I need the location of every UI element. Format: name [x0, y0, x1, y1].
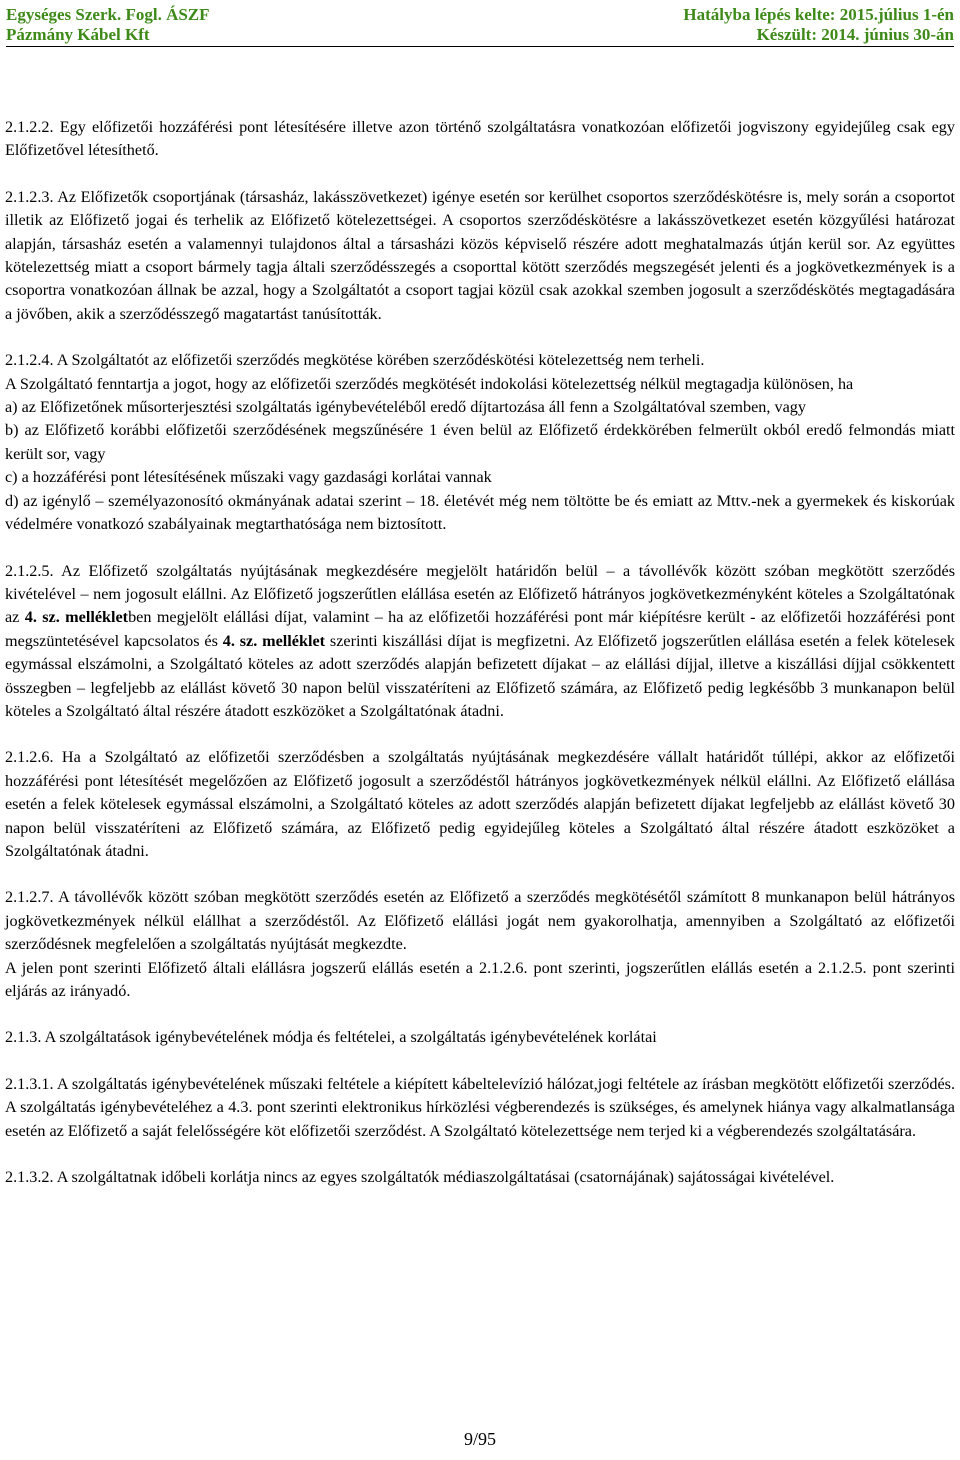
list-item-b: b) az Előfizető korábbi előfizetői szerződésének megszűnésére 1 éven belül az Előfizető érdekkörében felmerült okból eredő felmondás miatt került sor, vagy	[5, 421, 955, 463]
paragraph-2-1-2-4-heading: 2.1.2.4. A Szolgáltatót az előfizetői szerződés megkötése körében szerződéskötési kötelezettség nem terheli.	[5, 351, 705, 370]
list-item-a: a) az Előfizetőnek műsorterjesztési szolgáltatás igénybevételéből eredő díjtartozása áll fenn a Szolgáltatóval szemben, vagy	[5, 398, 806, 417]
paragraph-2-1-2-5-part3: szerinti kiszállási díjat is megfizetni. Az Előfizető jogszerűtlen elállása esetén a felek kötelesek egymással elszámolni, a Szolgáltató köteles az adott szerződés alapján befizetett díjakat – az elállási díjjal, illetve a kiszállási díjjal csökkentett összegben – legfeljebb az elállást követő 30 napon belül visszatéríteni az Előfizető számára, az Előfizető pedig legkésőbb 3 munkanapon belül köteles a Szolgáltató által részére átadott eszközöket a Szolgáltatónak átadni.	[5, 631, 955, 720]
paragraph-2-1-2-7: 2.1.2.7. A távollévők között szóban megkötött szerződés esetén az Előfizető a szerződés megkötésétől számított 8 munkanapon belül hátrányos jogkövetkezmények nélkül elállhat a szerződéstől. Az Előfizető elállási jogát nem gyakorolhatja, amennyiben a Szolgáltató az előfizetői szerződésnek megfelelően a szolgáltatás nyújtását megkezdte.	[5, 888, 955, 954]
section-heading-2-1-3: 2.1.3. A szolgáltatások igénybevételének módja és feltételei, a szolgáltatás igénybevételének korlátai	[5, 1028, 657, 1047]
created-date: Készült: 2014. június 30-án	[756, 25, 954, 44]
annex-reference: 4. sz. melléklet	[24, 608, 129, 627]
paragraph-2-1-2-5-part1: 2.1.2.5. Az Előfizető szolgáltatás nyújtásának megkezdésére megjelölt határidőn belül – a távollévők között szóban megkötött szerződés kivételével – nem jogosult elállni. Az Előfizető jogszerűtlen elállása esetén az Előfizető hátrányos jogkövetkezményként köteles a Szolgáltatónak az	[5, 561, 955, 627]
effective-date: Hatályba lépés kelte: 2015.július 1-én	[683, 5, 954, 24]
paragraph-2-1-2-3: 2.1.2.3. Az Előfizetők csoportjának (társasház, lakásszövetkezet) igénye esetén sor kerülhet csoportos szerződéskötésre is, mely során a csoportot illetik az Előfizető jogai és terhelik az Előfizető kötelezettségei. A csoportos szerződéskötésre a lakásszövetkezet esetén közgyűlési határozat alapján, társasház esetén a valamennyi tulajdonos által a társasházi közös képviselő részére adott meghatalmazás útján kerül sor. Az együttes kötelezettség miatt a csoport bármely tagja általi szerződésszegés a csoporttal kötött szerződés megszegését jelenti és a jogkövetkezmények is a csoportra vonatkozóan állnak be azzal, hogy a Szolgáltatót a csoport tagjai közül csak azokkal szemben jogosult a szerződéskötés megtagadására a jövőben, akik a szerződésszegő magatartást tanúsították.	[5, 187, 955, 323]
page-number: 9/95	[463, 1429, 496, 1449]
paragraph-2-1-2-5-part2: ben megjelölt elállási díjat, valamint – ha az előfizetői hozzáférési pont már kiépítésre került - az előfizetői hozzáférési pont megszüntetésével kapcsolatos és	[5, 608, 955, 650]
paragraph-2-1-2-5	[5, 560, 955, 724]
annex-reference: 4. sz. melléklet	[222, 631, 326, 650]
list-item-c: c) a hozzáférési pont létesítésének műszaki vagy gazdasági korlátai vannak	[5, 468, 492, 487]
company-name: Pázmány Kábel Kft	[6, 25, 150, 44]
document-body	[5, 116, 955, 1189]
paragraph-2-1-2-4-intro: A Szolgáltató fenntartja a jogot, hogy az előfizetői szerződés megkötését indokolási kötelezettség nélkül megtagadja különösen, ha	[5, 374, 854, 393]
paragraph-2-1-2-2: 2.1.2.2. Egy előfizetői hozzáférési pont létesítésére illetve azon történő szolgáltatásra vonatkozóan előfizetői jogviszony egyidejűleg csak egy Előfizetővel létesíthető.	[5, 118, 955, 160]
header-right	[683, 5, 954, 45]
paragraph-2-1-3-2: 2.1.3.2. A szolgáltatnak időbeli korlátja nincs az egyes szolgáltatók médiaszolgáltatásai (csatornájának) sajátosságai kivételével.	[5, 1168, 835, 1187]
paragraph-2-1-2-6: 2.1.2.6. Ha a Szolgáltató az előfizetői szerződésben a szolgáltatás nyújtásának megkezdésére vállalt határidőt túllépi, akkor az előfizetői hozzáférési pont létesítését megelőzően az Előfizető jogosult a szerződéstől hátrányos jogkövetkezmények nélkül elállni. Az Előfizető elállása esetén a felek kötelesek egymással elszámolni, a Szolgáltató köteles az adott szerződés alapján befizetett díjakat legfeljebb az elállást követő 30 napon belül visszatéríteni az Előfizető számára, az Előfizető pedig egyidejűleg köteles a Szolgáltató által részére átadott eszközöket a Szolgáltatónak átadni.	[5, 748, 955, 860]
header-left	[6, 5, 210, 45]
page-header	[6, 2, 954, 47]
list-item-d: d) az igénylő – személyazonosító okmányának adatai szerint – 18. életévét még nem töltötte be és emiatt az Mttv.-nek a gyermekek és kiskorúak védelmére vonatkozó szabályainak megtarthatósága nem biztosított.	[5, 491, 955, 534]
document-title: Egységes Szerk. Fogl. ÁSZF	[6, 5, 210, 24]
paragraph-2-1-2-7-continued: A jelen pont szerinti Előfizető általi elállásra jogszerű elállás esetén a 2.1.2.6. pont szerinti, jogszerűtlen elállás esetén a 2.1.2.5. pont szerinti eljárás az irányadó.	[5, 958, 955, 1000]
paragraph-2-1-3-1: 2.1.3.1. A szolgáltatás igénybevételének műszaki feltétele a kiépített kábeltelevízió hálózat,jogi feltétele az írásban megkötött előfizetői szerződés. A szolgáltatás igénybevételéhez a 4.3. pont szerinti elektronikus hírközlési végberendezés is szükséges, és amelynek hiánya vagy alkalmatlansága esetén az Előfizető a saját felelősségére köt előfizetői szerződést. A Szolgáltató kötelezettsége nem terjed ki a végberendezés szolgáltatására.	[5, 1074, 955, 1140]
